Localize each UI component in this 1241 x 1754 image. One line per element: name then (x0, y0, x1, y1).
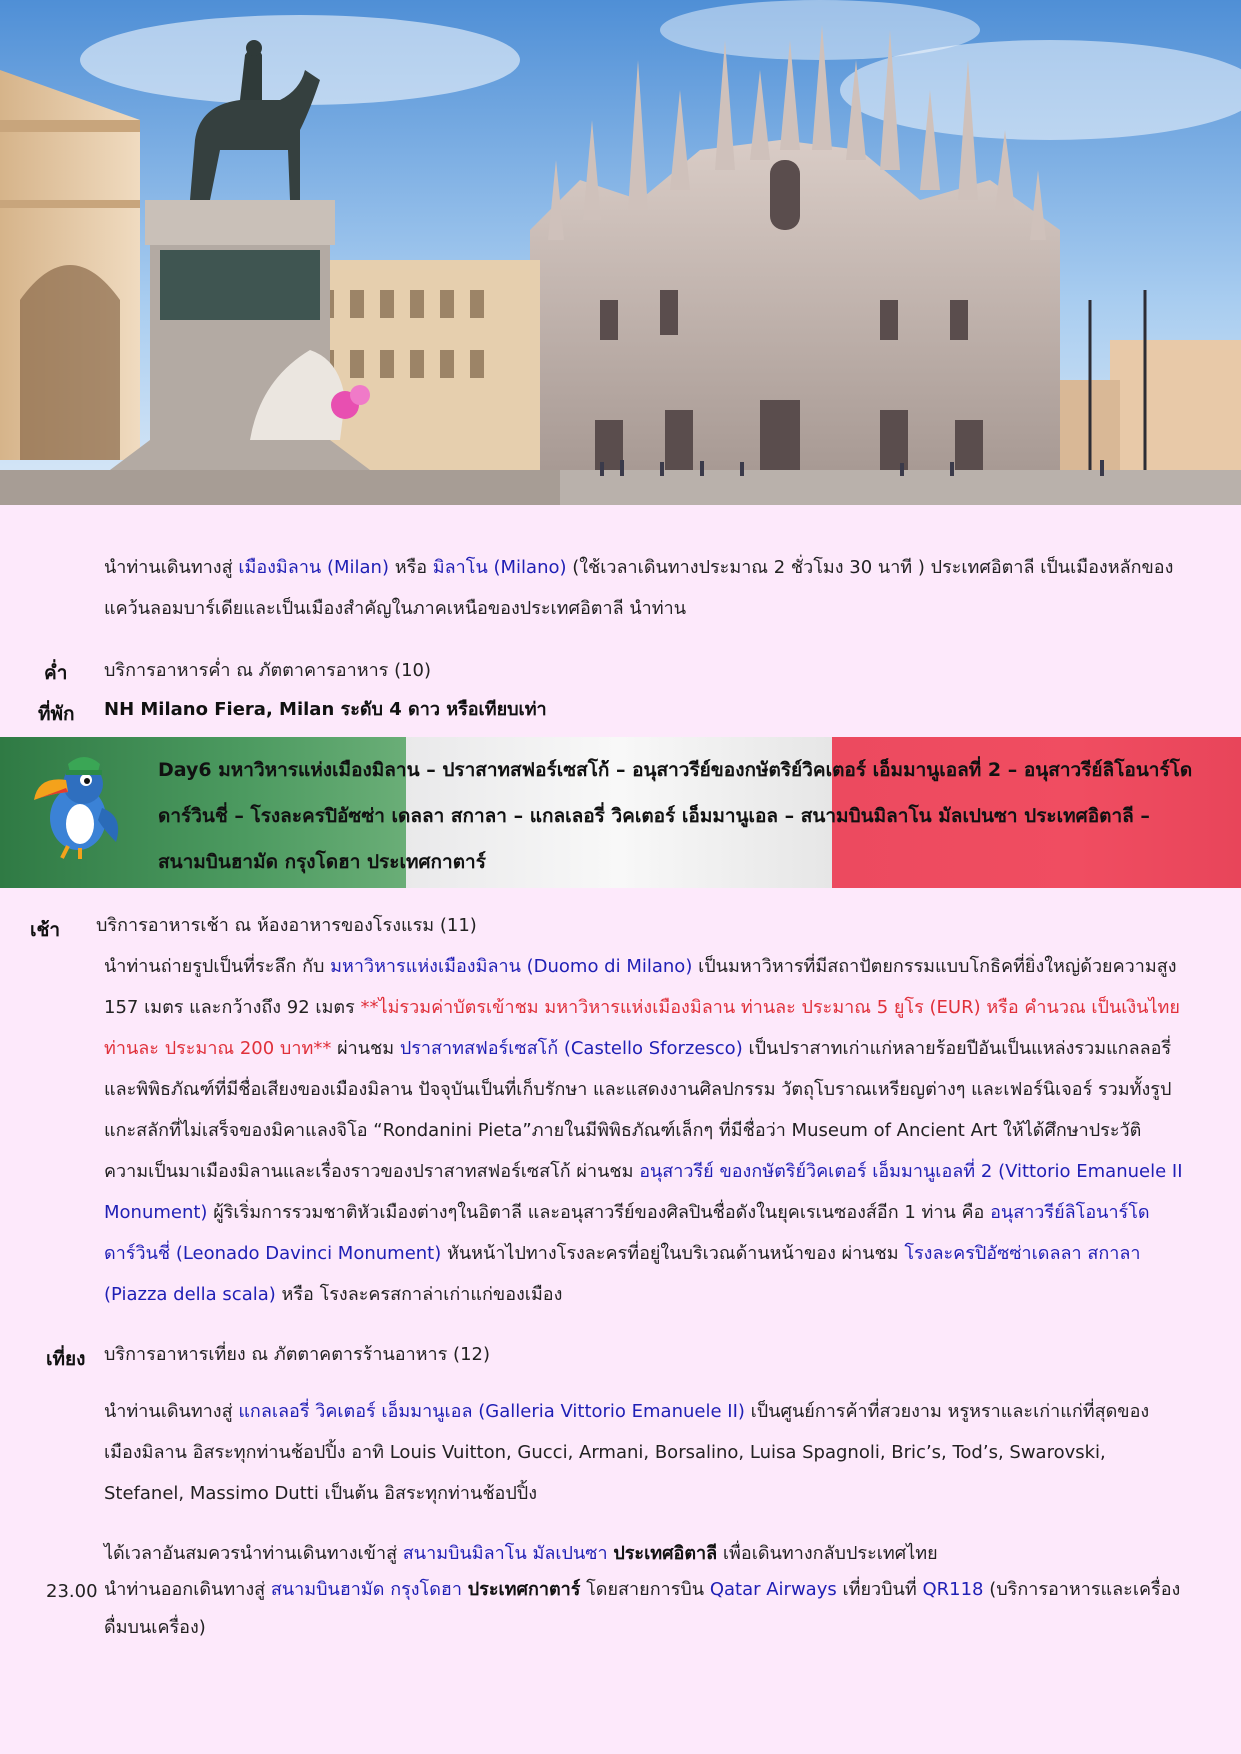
hamad-link-text: สนามบินฮามัด กรุงโดฮา (270, 1579, 462, 1600)
flight-paragraph: นำท่านออกเดินทางสู่ สนามบินฮามัด กรุงโดฮา ประเทศกาตาร์ โดยสายการบิน Qatar Airways เที่ยวบินที่ QR118 (บริการอาหารและเครื่องดื่มบนเครื่อง) (104, 1579, 1181, 1638)
milan-link-text: เมืองมิลาน (Milan) (238, 557, 389, 578)
breakfast-label: เช้า (30, 919, 61, 941)
dinner-label: ค่ำ (44, 662, 68, 684)
scala-link-text: โรงละครปิอัซซ่าเดลลา สกาลา (Piazza della scala) (104, 1243, 1141, 1305)
milano-link-text: มิลาโน (Milano) (432, 557, 567, 578)
day6-title: Day6 มหาวิหารแห่งเมืองมิลาน – ปราสาทสฟอร์เซสโก้ – อนุสาวรีย์ของกษัตริย์วิคเตอร์ เอ็มมานูเอลที่ 2 – อนุสาวรีย์ลิโอนาร์โด ดาร์วินชี่ – โรงละครปิอัซซ่า เดลลา สกาลา – แกลเลอรี่ วิคเตอร์ เอ็มมานูเอล – สนามบินมิลาโน มัลเปนซา ประเทศอิตาลี – สนามบินฮามัด กรุงโดฮา ประเทศกาตาร์ (158, 759, 1193, 873)
intro-paragraph: นำท่านเดินทางสู่ เมืองมิลาน (Milan) หรือ มิลาโน (Milano) (ใช้เวลาเดินทางประมาณ 2 ชั่วโมง 30 นาที ) ประเทศอิตาลี เป็นเมืองหลักของแคว้นลอมบาร์เดียและเป็นเมืองสำคัญในภาคเหนือของประเทศอิตาลี นำท่าน (104, 557, 1174, 619)
morning-paragraph: นำท่านถ่ายรูปเป็นที่ระลึก กับ มหาวิหารแห่งเมืองมิลาน (Duomo di Milano) เป็นมหาวิหารที่มีสถาปัตยกรรมแบบโกธิคที่ยิ่งใหญ่ด้วยความสูง 157 เมตร และกว้างถึง 92 เมตร **ไม่รวมค่าบัตรเข้าชม มหาวิหารแห่งเมืองมิลาน ท่านละ ประมาณ 5 ยูโร (EUR) หรือ คำนวณ เป็นเงินไทย ท่านละ ประมาณ 200 บาท** ผ่านชม ปราสาทสฟอร์เซสโก้ (Castello Sforzesco) เป็นปราสาทเก่าแก่หลายร้อยปีอันเป็นแหล่งรวมแกลลอรี่และพิพิธภัณฑ์ที่มีชื่อเสียงของเมืองมิลาน ปัจจุบันเป็นที่เก็บรักษา และแสดงงานศิลปกรรม วัตถุโบราณเหรียญต่างๆ และเฟอร์นิเจอร์ รวมทั้งรูป แกะสลักที่ไม่เสร็จของมิคาแลงจิโอ “Rondanini Pieta”ภายในมีพิพิธภัณฑ์เล็กๆ ที่มีชื่อว่า Museum of Ancient Art ให้ได้ศึกษาประวัติความเป็นมาเมืองมิลานและเรื่องราวของปราสาทสฟอร์เซสโก้ ผ่านชม อนุสาวรีย์ ของกษัตริย์วิคเตอร์ เอ็มมานูเอลที่ 2 (Vittorio Emanuele II Monument) ผู้ริเริ่มการรวมชาติหัวเมืองต่างๆในอิตาลี และอนุสาวรีย์ของศิลปินชื่อดังในยุคเรเนซองส์อีก 1 ท่าน คือ อนุสาวรีย์ลิโอนาร์โด ดาร์วินชี่ (Leonado Davinci Monument) หันหน้าไปทางโรงละครที่อยู่ในบริเวณด้านหน้าของ ผ่านชม โรงละครปิอัซซ่าเดลลา สกาลา (Piazza della scala) หรือ โรงละครสกาล่าเก่าแก่ของเมือง (104, 956, 1183, 1305)
airline-text: Qatar Airways (709, 1579, 837, 1600)
lunch-label: เที่ยง (46, 1348, 86, 1370)
qatar-text: ประเทศกาตาร์ (467, 1579, 581, 1600)
flight-number-text: QR118 (922, 1579, 984, 1600)
breakfast-text: บริการอาหารเช้า ณ ห้องอาหารของโรงแรม (11) (96, 915, 477, 936)
toucan-mascot-icon (28, 750, 128, 860)
galleria-link-text: แกลเลอรี่ วิคเตอร์ เอ็มมานูเอล (Galleria Vittorio Emanuele II) (238, 1401, 745, 1422)
davinci-monument-link-text: อนุสาวรีย์ลิโอนาร์โด ดาร์วินชี่ (Leonado Davinci Monument) (104, 1202, 1150, 1264)
milan-cathedral-photo (0, 0, 1241, 505)
vittorio-monument-link-text: อนุสาวรีย์ ของกษัตริย์วิคเตอร์ เอ็มมานูเอลที่ 2 (Vittorio Emanuele II Monument) (104, 1161, 1183, 1223)
lunch-text: บริการอาหารเที่ยง ณ ภัตตาคตารร้านอาหาร (12) (104, 1344, 490, 1365)
sforzesco-link-text: ปราสาทสฟอร์เซสโก้ (Castello Sforzesco) (399, 1038, 743, 1059)
afternoon-paragraph: นำท่านเดินทางสู่ แกลเลอรี่ วิคเตอร์ เอ็มมานูเอล (Galleria Vittorio Emanuele II) เป็นศูนย์การค้าที่สวยงาม หรูหราและเก่าแก่ที่สุดของเมืองมิลาน อิสระทุกท่านช้อปปิ้ง อาทิ Louis Vuitton, Gucci, Armani, Borsalino, Luisa Spagnoli, Bric’s, Tod’s, Swarovski, Stefanel, Massimo Dutti เป็นต้น อิสระทุกท่านช้อปปิ้ง (104, 1401, 1150, 1504)
airport-paragraph: ได้เวลาอันสมควรนำท่านเดินทางเข้าสู่ สนามบินมิลาโน มัลเปนซา ประเทศอิตาลี เพื่อเดินทางกลับประเทศไทย (104, 1543, 938, 1564)
hotel-text: NH Milano Fiera, Milan ระดับ 4 ดาว หรือเทียบเท่า (104, 699, 547, 720)
hero-photo (0, 0, 1241, 505)
flight-time: 23.00 (46, 1581, 98, 1602)
duomo-link-text: มหาวิหารแห่งเมืองมิลาน (Duomo di Milano) (330, 956, 693, 977)
dinner-text: บริการอาหารค่ำ ณ ภัตตาคารอาหาร (10) (104, 660, 432, 681)
italy-text: ประเทศอิตาลี (613, 1543, 718, 1564)
hotel-label: ที่พัก (38, 703, 75, 725)
ticket-notice: **ไม่รวมค่าบัตรเข้าชม มหาวิหารแห่งเมืองมิลาน ท่านละ ประมาณ 5 ยูโร (EUR) หรือ คำนวณ เป็นเงินไทย ท่านละ ประมาณ 200 บาท** (104, 997, 1180, 1059)
malpensa-link-text: สนามบินมิลาโน มัลเปนซา (402, 1543, 608, 1564)
